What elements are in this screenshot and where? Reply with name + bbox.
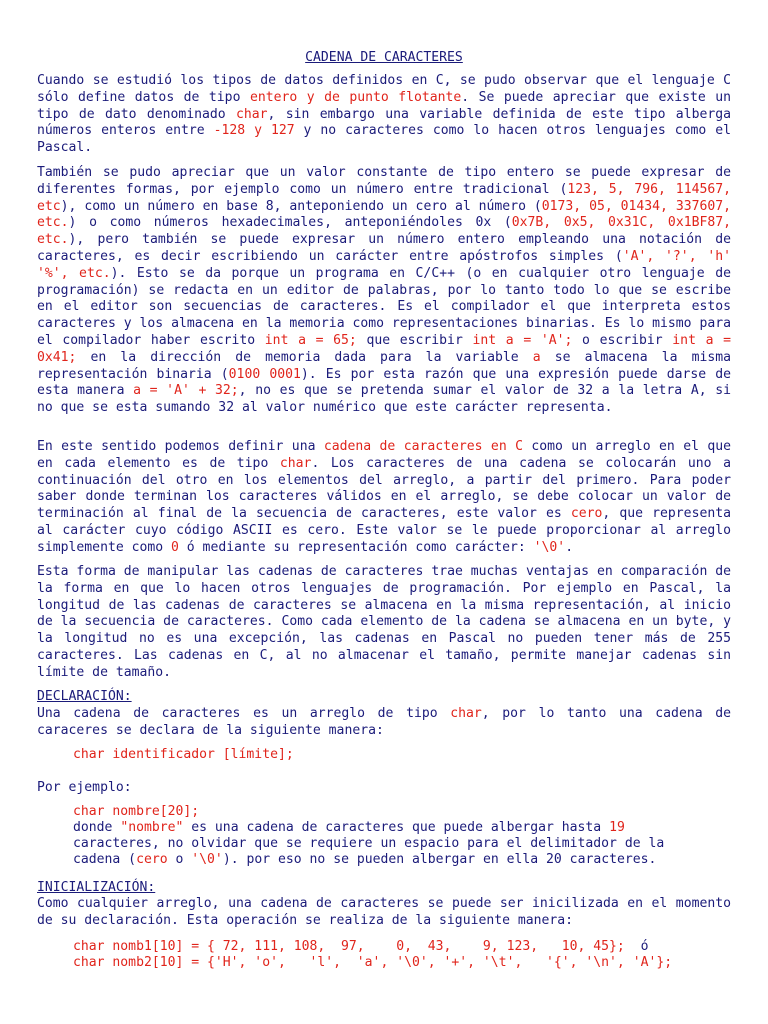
paragraph-constants: También se pudo apreciar que un valor constante de tipo entero se puede expresar de diferentes formas, por ejemplo como un número entre tradicional (123, 5, 796, 114567, etc), como un número en base 8, anteponiendo un cero al número (0173, 05, 01434, 337607, etc.) o como números hexadecimales, anteponiéndoles 0x (0x7B, 0x5, 0x31C, 0x1BF87, etc.), pero también se puede expresar un número entero empleando una notación de caracteres, es decir escribiendo un carácter entre apóstrofos simples ('A', '?', 'h' '%', etc.). Esto se da porque un programa en C/C++ (o en cualquier otro lenguaje de programación) se redacta en un editor de palabras, por lo tanto todo lo que se escribe en el editor son secuencias de caracteres. Es el compilador el que interpreta estos caracteres y los almacena en la memoria como representaciones binarias. Es lo mismo para el compilador haber escrito int a = 65; que escribir int a = 'A'; o escribir int a = 0x41; en la dirección de memoria dada para la variable a se almacena la misma representación binaria (0100 0001). Es por esta razón que una expresión puede darse de esta manera a = 'A' + 32;, no es que se pretenda sumar el valor de 32 a la letra A, si no que se esta sumando 32 al valor numérico que este carácter representa.: [37, 165, 732, 416]
example-explanation: donde "nombre" es una cadena de caracteres que puede albergar hasta 19 caracteres, no olvidar que se requiere un espacio para el delimitador de la cadena (cero o '\0'). por eso no se pueden albergar en ella 20 caracteres.: [73, 820, 665, 868]
paragraph-definition: En este sentido podemos definir una cadena de caracteres en C como un arreglo en el que en cada elemento es de tipo char. Los caracteres de una cadena se colocarán uno a continuación del otro en los elementos del arreglo, a partir del primero. Para poder saber donde terminan los caracteres válidos en el arreglo, se debe colocar un valor de terminación al final de la secuencia de caracteres, este valor es cero, que representa al carácter cuyo código ASCII es cero. Este valor se le puede proporcionar al arreglo simplemente como 0 ó mediante su representación como carácter: '\0'.: [37, 439, 732, 555]
paragraph-declaracion: Una cadena de caracteres es un arreglo de tipo char, por lo tanto una cadena de caraceres se declara de la siguiente manera:: [37, 706, 731, 738]
code-example: char nombre[20];: [73, 804, 200, 819]
highlight-text: -128 y 127: [213, 123, 295, 139]
page-title: CADENA DE CARACTERES: [305, 50, 463, 65]
highlight-text: char: [235, 106, 268, 122]
heading-declaracion: DECLARACIÓN:: [37, 689, 132, 704]
code-init-numeric: char nomb1[10] = { 72, 111, 108, 97, 0, 43, 9, 123, 10, 45}; ó: [73, 939, 649, 954]
code-init-chars: char nomb2[10] = {'H', 'o', 'l', 'a', '\0', '+', '\t', '{', '\n', 'A'};: [73, 955, 673, 970]
example-label: Por ejemplo:: [37, 780, 132, 795]
paragraph-advantages: Esta forma de manipular las cadenas de caracteres trae muchas ventajas en comparación de la forma en que lo hacen otros lenguajes de programación. Por ejemplo en Pascal, la longitud de las cadenas de caracteres se almacena en la misma representación, al inicio de la secuencia de caracteres. Como cada elemento de la cadena se almacena en un byte, y la longitud no es una excepción, las cadenas en Pascal no pueden tener más de 255 caracteres. Las cadenas en C, al no almacenar el tamaño, permite manejar cadenas sin límite de tamaño.: [37, 564, 731, 680]
paragraph-inicializacion: Como cualquier arreglo, una cadena de caracteres se puede ser inicilizada en el momento de su declaración. Esta operación se realiza de la siguiente manera:: [37, 896, 731, 928]
heading-inicializacion: INICIALIZACIÓN:: [37, 880, 156, 895]
code-syntax: char identificador [límite];: [73, 747, 294, 762]
paragraph-intro: Cuando se estudió los tipos de datos definidos en C, se pudo observar que el lenguaje C sólo define datos de tipo entero y de punto flotante. Se puede apreciar que existe un tipo de dato denominado char, sin embargo una variable definida de este tipo alberga números enteros entre -128 y 127 y no caracteres como lo hacen otros lenguajes como el Pascal.: [37, 73, 731, 156]
highlight-text: entero y de punto flotante: [249, 89, 462, 105]
